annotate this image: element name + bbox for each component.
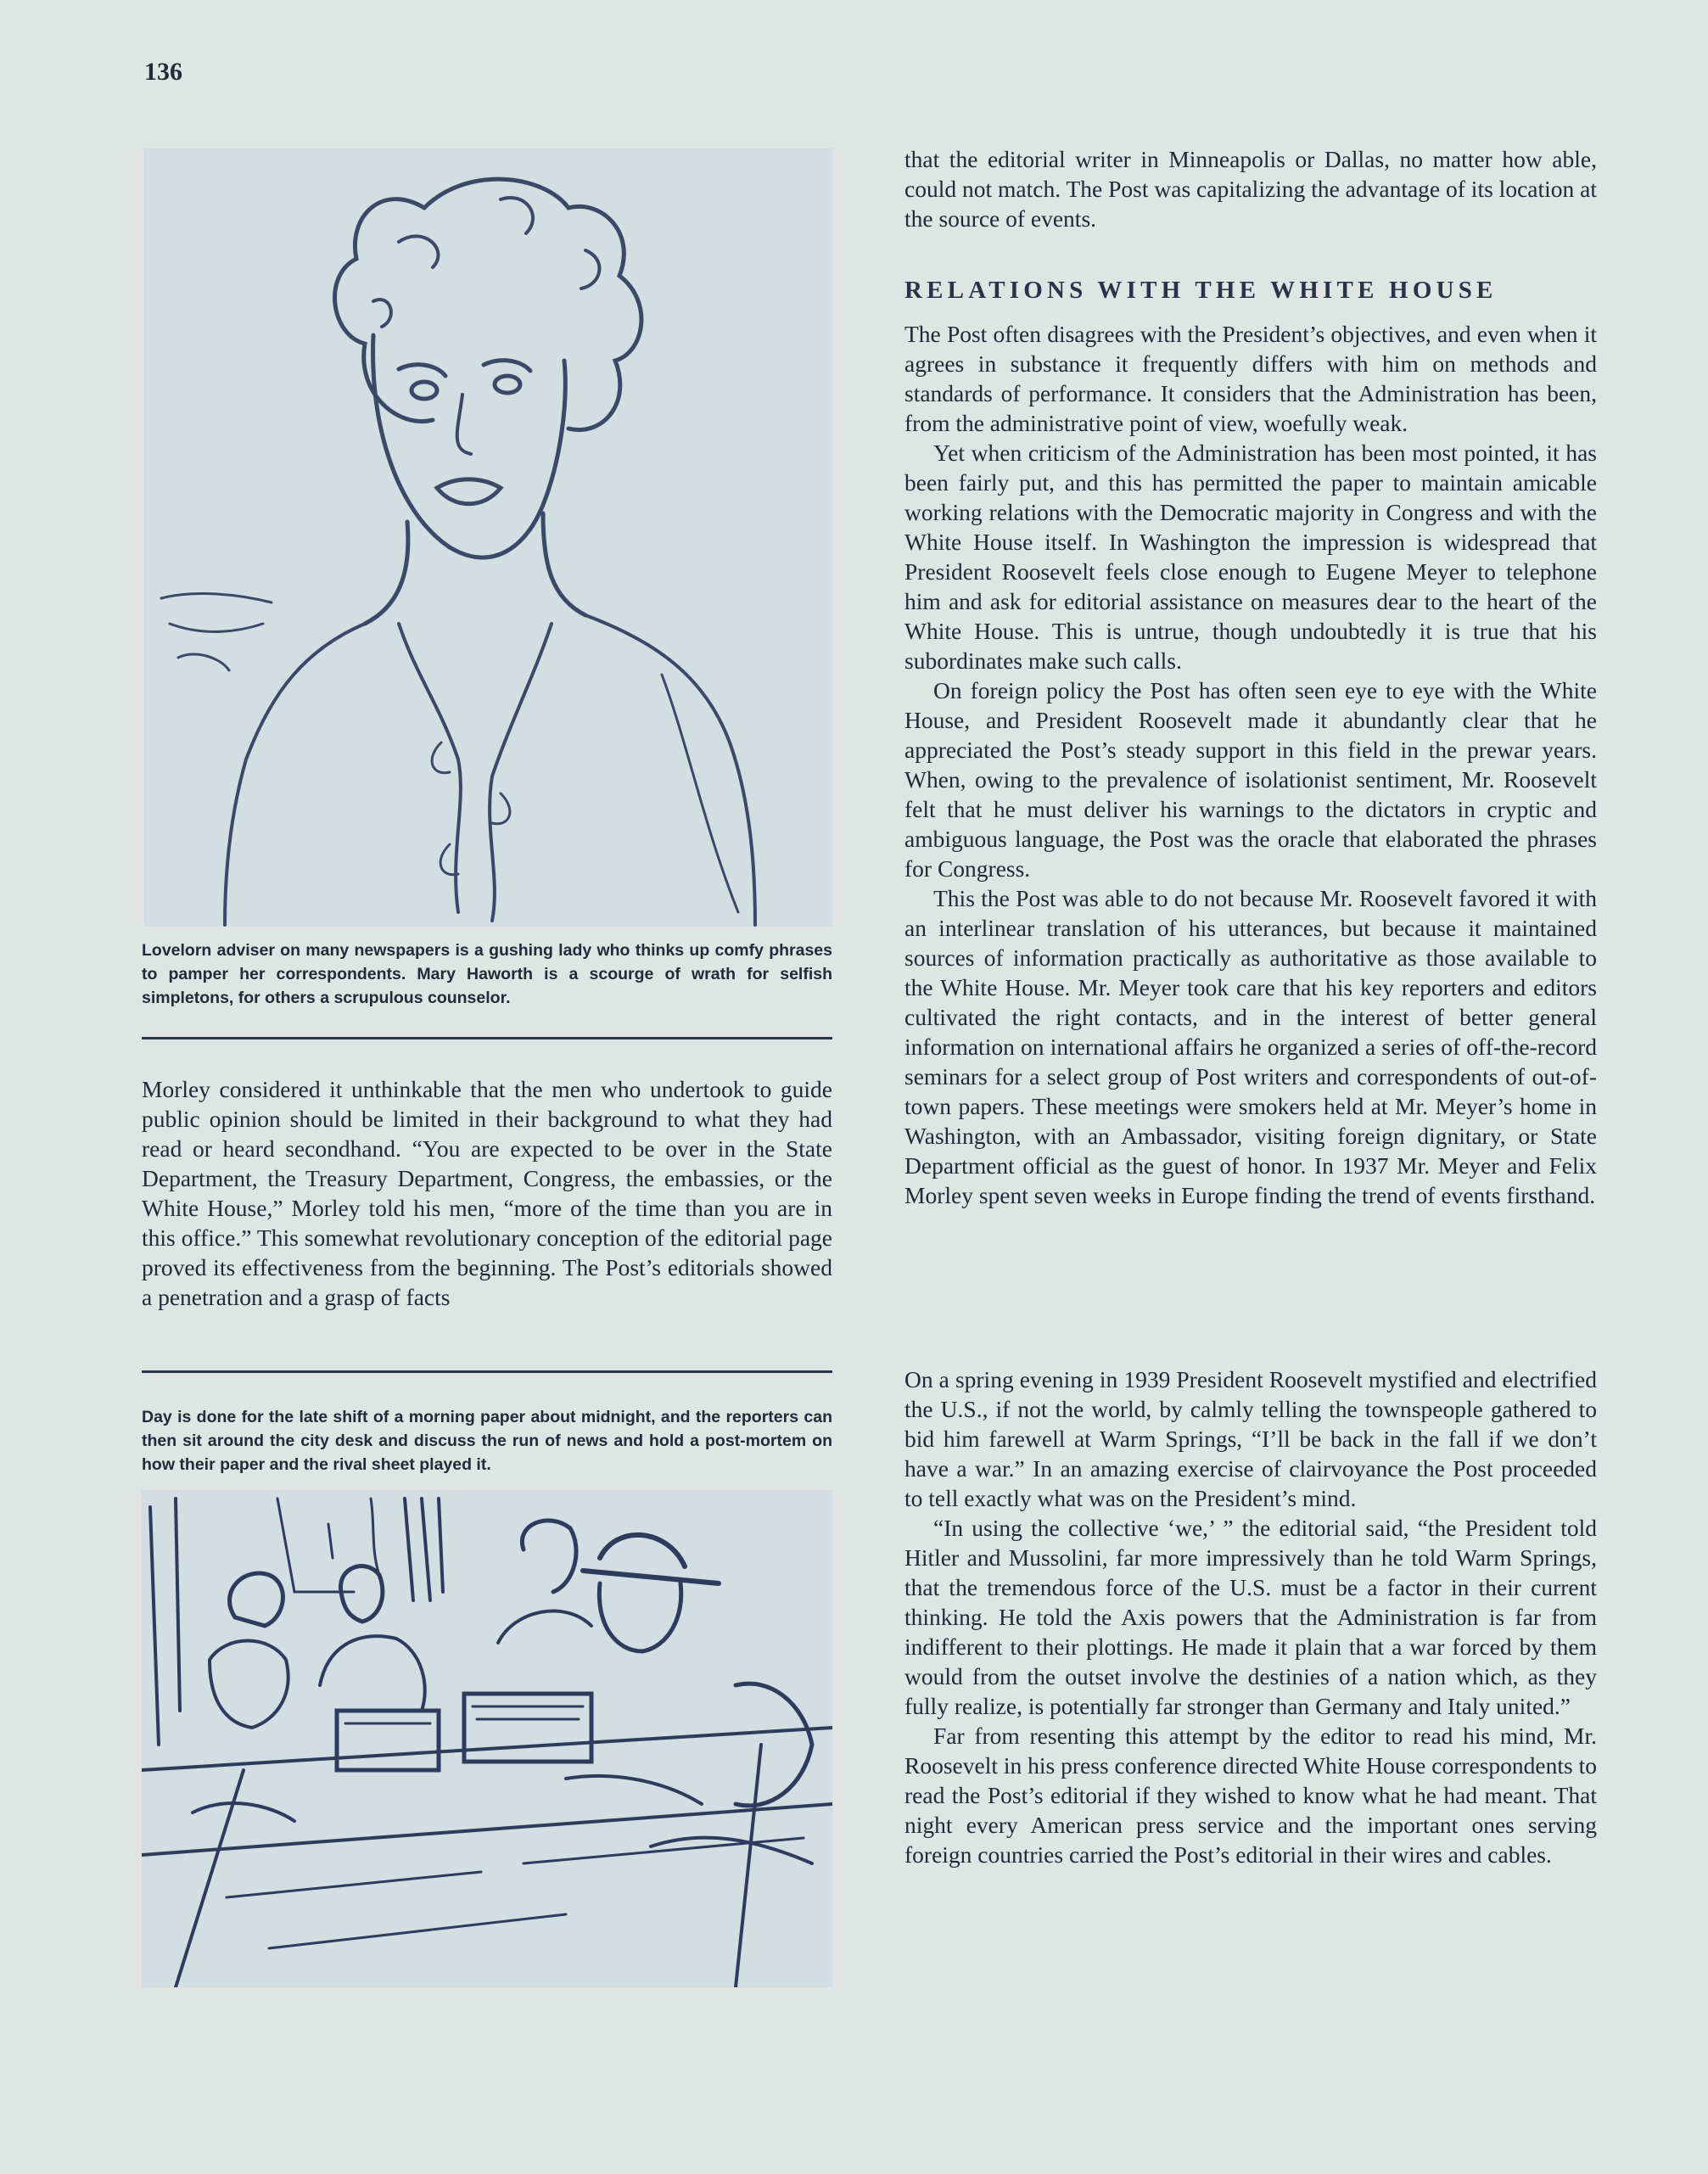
paragraph: Far from resenting this attempt by the editor to read his mind, Mr. Roosevelt in his press conference directed White House correspondents to read the Post’s editorial if they wished to know what he had meant. That night every American press service and the important ones serving foreign countries carried the Post’s editorial in their wires and cables. — [904, 1723, 1597, 1868]
portrait-caption: Lovelorn adviser on many newspapers is a gushing lady who thinks up comfy phrases to pamper her correspondents. Mary Haworth is a scourge of wrath for selfish simpletons, for others a scrupulous counselor. — [142, 941, 832, 1007]
section-heading: RELATIONS WITH THE WHITE HOUSE — [904, 277, 1498, 304]
paragraph: that the editorial writer in Minneapolis or Dallas, no matter how able, could not match. The Post was capitalizing the advantage of its location at the source of events. — [904, 146, 1597, 232]
paragraph: On a spring evening in 1939 President Roosevelt mystified and electrified the U.S., if not the world, by calmly telling the townspeople gathered to bid him farewell at Warm Springs, “I’ll be back in the fall if we don’t have a war.” In an amazing exercise of clairvoyance the Post proceeded to tell exactly what was on the President’s mind. — [904, 1366, 1597, 1511]
paragraph: The Post often disagrees with the President’s objectives, and even when it agrees in substance it frequently differs with him on methods and standards of performance. It considers that the Administration has been, from the administrative point of view, woefully weak. — [904, 321, 1597, 436]
portrait-illustration — [144, 148, 832, 927]
city-desk-illustration — [142, 1490, 832, 1987]
right-column-section — [904, 319, 1597, 1210]
paragraph: On foreign policy the Post has often seen eye to eye with the White House, and President Roosevelt made it abundantly clear that he appreciated the Post’s steady support in this field in the prewar years. When, owing to the prevalence of isolationist sentiment, Mr. Roosevelt felt that he must deliver his warnings to the dictators in cryptic and ambiguous language, the Post was the oracle that elaborated the phrases for Congress. — [904, 677, 1597, 882]
divider-rule — [142, 1370, 832, 1373]
paragraph: “In using the collective ‘we,’ ” the editorial said, “the President told Hitler and Mussolini, far more impressively than he told Warm Springs, that the tremendous force of the U.S. must be a factor in their current thinking. He told the Axis powers that the Administration is far from indifferent to their plottings. He made it plain that a war forced by them would from the outset involve the destinies of a nation which, as they fully realize, is potentially far stronger than Germany and Italy united.” — [904, 1515, 1597, 1719]
left-column-text — [142, 1074, 832, 1312]
page-number: 136 — [144, 58, 182, 86]
paragraph: Yet when criticism of the Administration has been most pointed, it has been fairly put, and this has permitted the paper to maintain amicable working relations with the Democratic majority in Congress and with the White House itself. In Washington the impression is widespread that President Roosevelt feels close enough to Eugene Meyer to telephone him and ask for editorial assistance on measures dear to the heart of the White House. This is untrue, though undoubtedly it is true that his subordinates make such calls. — [904, 440, 1597, 674]
paragraph: Morley considered it unthinkable that the men who undertook to guide public opinion should be limited in their background to what they had read or heard secondhand. “You are expected to be over in the State Department, the Treasury Department, Congress, the embassies, or the White House,” Morley told his men, “more of the time than you are in this office.” This somewhat revolutionary conception of the editorial page proved its effectiveness from the beginning. The Post’s editorials showed a penetration and a grasp of facts — [142, 1076, 832, 1310]
right-column-later — [904, 1364, 1597, 1869]
city-desk-caption: Day is done for the late shift of a morning paper about midnight, and the reporters can then sit around the city desk and discuss the run of news and hold a post-mortem on how their paper and the rival sheet played it. — [142, 1408, 832, 1474]
right-column-continuation — [904, 144, 1597, 233]
paragraph: This the Post was able to do not because Mr. Roosevelt favored it with an interlinear translation of his utterances, but because it maintained sources of information practically as authoritative as those available to the White House. Mr. Meyer took care that his key reporters and editors cultivated the right contacts, and in the interest of better general information on international affairs he organized a series of off-the-record seminars for a select group of Post writers and correspondents of out-of-town papers. These meetings were smokers held at Mr. Meyer’s home in Washington, with an Ambassador, visiting foreign dignitary, or State Department official as the guest of honor. In 1937 Mr. Meyer and Felix Morley spent seven weeks in Europe finding the trend of events firsthand. — [904, 885, 1597, 1208]
divider-rule — [142, 1037, 832, 1039]
